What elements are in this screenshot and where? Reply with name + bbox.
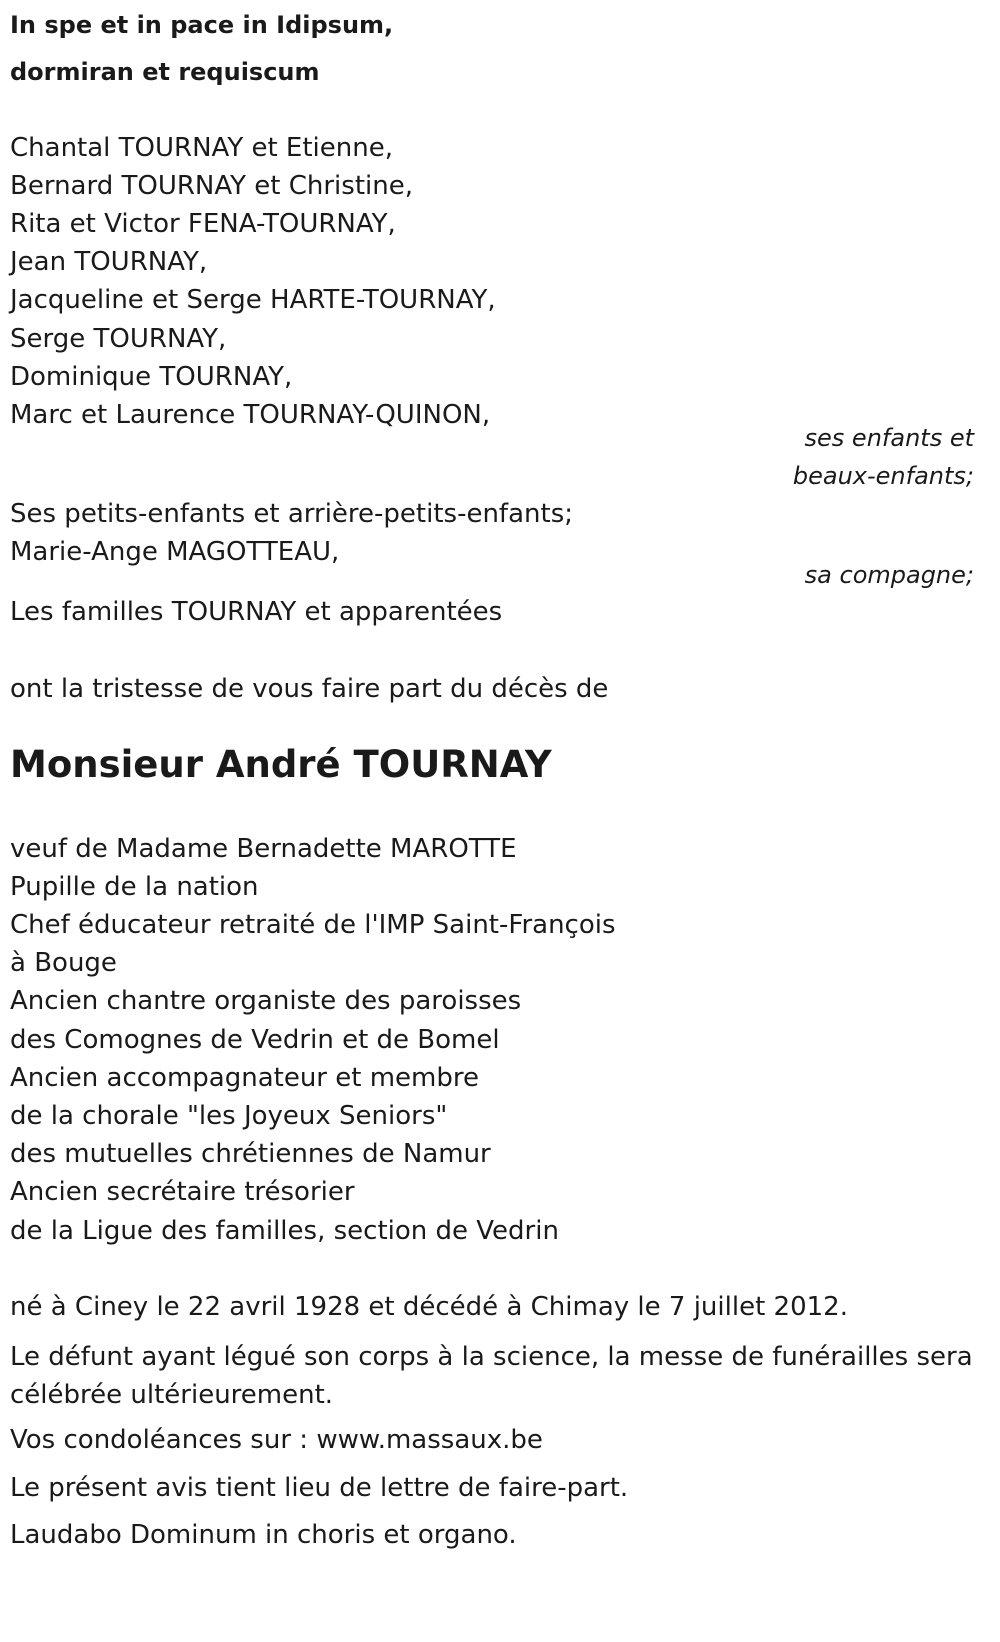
- family-child-1: Chantal TOURNAY et Etienne,: [10, 133, 393, 163]
- grandchildren-line: Ses petits-enfants et arrière-petits-enfants;: [10, 499, 573, 529]
- header-line-1: In spe et in pace in Idipsum,: [10, 11, 394, 39]
- deceased-name: Monsieur André TOURNAY: [10, 743, 552, 786]
- bio-line-6: des Comognes de Vedrin et de Bomel: [10, 1025, 500, 1055]
- bio-line-3: Chef éducateur retraité de l'IMP Saint-François: [10, 910, 616, 940]
- families-line: Les familles TOURNAY et apparentées: [10, 597, 503, 627]
- family-child-4: Jean TOURNAY,: [10, 247, 208, 277]
- family-child-5: Jacqueline et Serge HARTE-TOURNAY,: [10, 285, 496, 315]
- notice-line: Le présent avis tient lieu de lettre de faire-part.: [10, 1473, 629, 1503]
- bio-line-10: Ancien secrétaire trésorier: [10, 1177, 355, 1207]
- condolences-line: Vos condoléances sur : www.massaux.be: [10, 1425, 543, 1455]
- family-child-8: Marc et Laurence TOURNAY-QUINON,: [10, 400, 491, 430]
- family-child-6: Serge TOURNAY,: [10, 324, 227, 354]
- bio-line-8: de la chorale "les Joyeux Seniors": [10, 1101, 448, 1131]
- family-child-2: Bernard TOURNAY et Christine,: [10, 171, 413, 201]
- companion-line: Marie-Ange MAGOTTEAU,: [10, 537, 340, 567]
- children-role-line-1: ses enfants et: [804, 424, 974, 452]
- bio-line-9: des mutuelles chrétiennes de Namur: [10, 1139, 491, 1169]
- bio-line-7: Ancien accompagnateur et membre: [10, 1063, 479, 1093]
- bio-line-4: à Bouge: [10, 948, 117, 978]
- bio-line-5: Ancien chantre organiste des paroisses: [10, 986, 522, 1016]
- bio-line-1: veuf de Madame Bernadette MAROTTE: [10, 834, 517, 864]
- children-role-line-2: beaux-enfants;: [792, 462, 974, 490]
- companion-role: sa compagne;: [804, 561, 974, 589]
- family-child-3: Rita et Victor FENA-TOURNAY,: [10, 209, 396, 239]
- announcement-line: ont la tristesse de vous faire part du décès de: [10, 674, 609, 704]
- birth-death-line: né à Ciney le 22 avril 1928 et décédé à Chimay le 7 juillet 2012.: [10, 1292, 848, 1322]
- bio-line-11: de la Ligue des familles, section de Vedrin: [10, 1216, 559, 1246]
- family-child-7: Dominique TOURNAY,: [10, 362, 293, 392]
- header-line-2: dormiran et requiscum: [10, 58, 320, 86]
- science-paragraph: Le défunt ayant légué son corps à la science, la messe de funérailles sera célébrée ultérieurement.: [10, 1342, 973, 1410]
- closing-line: Laudabo Dominum in choris et organo.: [10, 1520, 517, 1550]
- bio-line-2: Pupille de la nation: [10, 872, 259, 902]
